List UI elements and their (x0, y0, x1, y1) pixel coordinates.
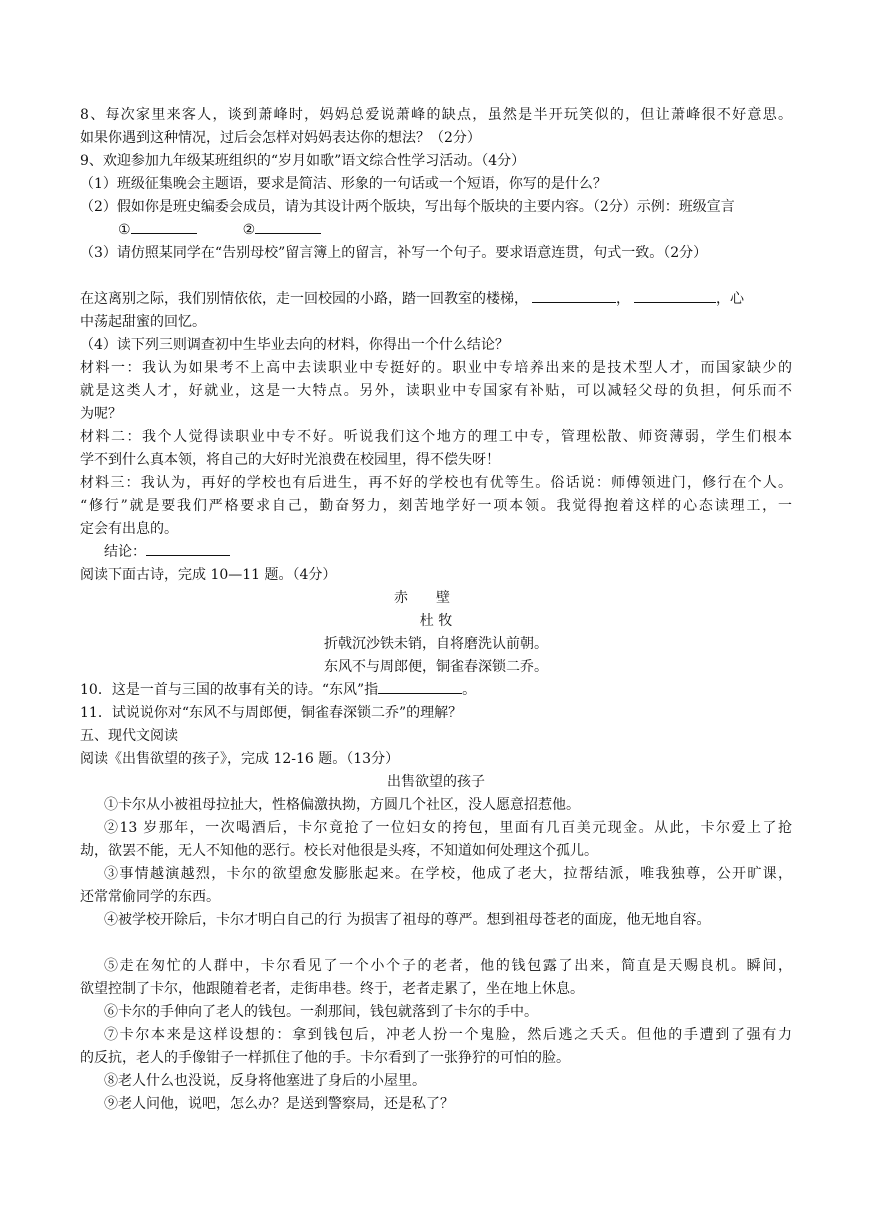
poem-intro: 阅读下面古诗，完成 10—11 题。（4分） (80, 567, 337, 583)
q9-part3-comma1: ， (616, 291, 630, 307)
poem-line1: 折戟沉沙铁未销，自将磨洗认前朝。 (324, 636, 548, 652)
poem-title-text: 赤壁 (394, 590, 478, 606)
q9-option1-blank[interactable] (131, 219, 197, 234)
story-title: 出售欲望的孩子 (387, 774, 485, 790)
story-para5-line1: ⑤走在匆忙的人群中，卡尔看见了一个小个子的老者，他的钱包露了出来，简直是天赐良机。瞬间， (104, 958, 792, 974)
q9-part1: （1）班级征集晚会主题语，要求是简洁、形象的一句话或一个短语，你写的是什么？ (80, 176, 607, 192)
q10-blank[interactable] (378, 679, 462, 694)
q9-part3-text-a: 在这离别之际，我们别情依依，走一回校园的小路，踏一回教室的楼梯， (80, 291, 528, 307)
q10-row (80, 679, 792, 702)
exam-page (80, 104, 792, 1116)
material1-line3: 为呢？ (80, 406, 122, 422)
story-para5-line2: 欲望控制了卡尔，他跟随着老者，走街串巷。终于，老者走累了，坐在地上休息。 (80, 981, 584, 997)
q9-part4: （4）读下列三则调查初中生毕业去向的材料，你得出一个什么结论？ (80, 337, 509, 353)
story-para4-line1: ④被学校开除后，卡尔才明白自己的行 为损害了祖母的尊严。想到祖母苍老的面庞，他无地自容。 (104, 912, 711, 928)
q8-line1: 8、每次家里来客人，谈到萧峰时，妈妈总爱说萧峰的缺点，虽然是半开玩笑似的，但让萧峰很不好意思。 (80, 107, 792, 123)
story-para7-line1: ⑦卡尔本来是这样设想的：拿到钱包后，冲老人扮一个鬼脸，然后逃之夭夭。但他的手遭到了强有力 (104, 1027, 792, 1043)
story-para9: ⑨老人问他，说吧，怎么办？是送到警察局，还是私了？ (104, 1096, 454, 1112)
section5-heading: 五、现代文阅读 (80, 728, 178, 744)
q9-part3-blank2[interactable] (634, 288, 716, 303)
spacer (80, 265, 792, 288)
poem-line2: 东风不与周郎便，铜雀春深锁二乔。 (324, 659, 548, 675)
material3-line2: “修行”就是要我们严格要求自己，勤奋努力，刻苦地学好一项本领。我觉得抱着这样的心态读理工，一 (80, 498, 792, 514)
conclusion-row (80, 541, 792, 564)
poem-author: 杜 牧 (419, 613, 453, 629)
story-para8: ⑧老人什么也没说，反身将他塞进了身后的小屋里。 (104, 1073, 426, 1089)
material1-line2: 就是这类人才，好就业，这是一大特点。另外，读职业中专国家有补贴，可以减轻父母的负担，何乐而不 (80, 383, 792, 399)
section5-intro: 阅读《出售欲望的孩子》，完成 12-16 题。（13分） (80, 751, 400, 767)
story-para2-line1: ②13 岁那年，一次喝酒后，卡尔竟抢了一位妇女的挎包，里面有几百美元现金。从此，卡尔爱上了抢 (104, 820, 792, 836)
q9-options-row (80, 219, 792, 242)
q9-option1-label: ① (118, 222, 131, 238)
material2-line1: 材料二：我个人觉得读职业中专不好。听说我们这个地方的理工中专，管理松散、师资薄弱，学生们根本 (80, 429, 792, 445)
q9-part3-comma2: ，心 (716, 291, 744, 307)
q9-option2-label: ② (242, 222, 256, 238)
q9-part3: （3）请仿照某同学在“告别母校”留言簿上的留言，补写一个句子。要求语意连贯，句式一致。（2分） (80, 245, 708, 261)
q10-end: 。 (462, 682, 477, 698)
q8-line2: 如果你遇到这种情况，过后会怎样对妈妈表达你的想法？（2分） (80, 130, 481, 146)
q9-part3-passage-line1 (80, 288, 792, 311)
q10-text: 10．这是一首与三国的故事有关的诗。“东风”指 (80, 682, 379, 698)
q9-intro: 9、欢迎参加九年级某班组织的“岁月如歌”语文综合性学习活动。（4分） (80, 153, 526, 169)
spacer (80, 932, 792, 955)
material3-line1: 材料三：我认为，再好的学校也有后进生，再不好的学校也有优等生。俗话说：师傅领进门，修行在个人。 (80, 475, 792, 491)
q9-part3-passage-line2: 中荡起甜蜜的回忆。 (80, 314, 206, 330)
q9-option2-blank[interactable] (255, 219, 321, 234)
material1-line1: 材料一：我认为如果考不上高中去读职业中专挺好的。职业中专培养出来的是技术型人才，而国家缺少的 (80, 360, 792, 376)
q9-part3-blank1[interactable] (532, 288, 616, 303)
story-para6: ⑥卡尔的手伸向了老人的钱包。一刹那间，钱包就落到了卡尔的手中。 (104, 1004, 538, 1020)
story-para7-line2: 的反抗，老人的手像钳子一样抓住了他的手。卡尔看到了一张狰狞的可怕的脸。 (80, 1050, 570, 1066)
conclusion-blank[interactable] (146, 541, 230, 556)
story-para1: ①卡尔从小被祖母拉扯大，性格偏激执拗，方圆几个社区，没人愿意招惹他。 (104, 797, 580, 813)
material2-line2: 学不到什么真本领，将自己的大好时光浪费在校园里，得不偿失呀！ (80, 452, 500, 468)
material3-line3: 定会有出息的。 (80, 521, 178, 537)
q11-text: 11．试说说你对“东风不与周郎便，铜雀春深锁二乔”的理解？ (80, 705, 463, 721)
story-para3-line2: 还常常偷同学的东西。 (80, 889, 220, 905)
story-para3-line1: ③事情越演越烈，卡尔的欲望愈发膨胀起来。在学校，他成了老大，拉帮结派，唯我独尊，公开旷课， (104, 866, 792, 882)
story-para2-line2: 劫，欲罢不能，无人不知他的恶行。校长对他很是头疼，不知道如何处理这个孤儿。 (80, 843, 598, 859)
q9-part2: （2）假如你是班史编委会成员，请为其设计两个版块，写出每个版块的主要内容。（2分）示例：班级宣言 (80, 199, 735, 215)
poem-title (80, 587, 792, 610)
conclusion-label: 结论： (104, 544, 146, 560)
